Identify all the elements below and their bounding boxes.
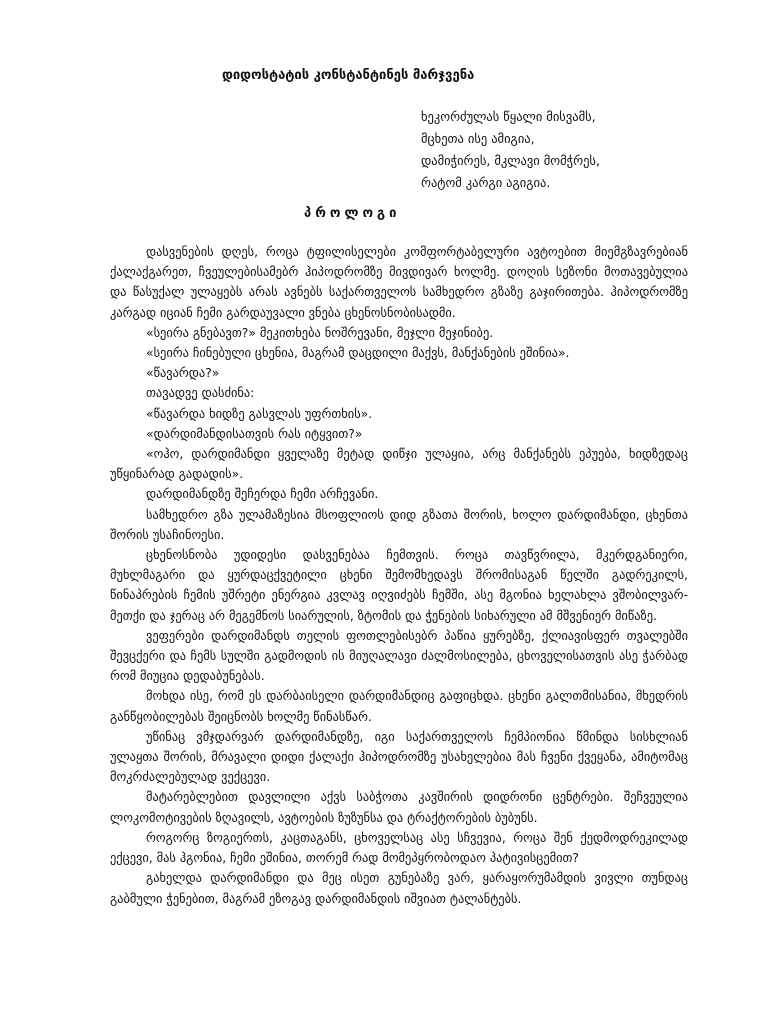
- paragraph: «წავარდა ხიდზე გასვლას უფრთხის».: [146, 405, 373, 421]
- paragraph: თავადვე დასძინა:: [146, 385, 255, 401]
- paragraph: «ოჰო, დარდიმანდი ყველაზე მეტად დიწჯი ულაყია, არც მანქანებს ეპუება, ხიდზედაც უწყინარად გადადის».: [110, 446, 688, 482]
- document-title: დიდოსტატის კონსტანტინეს მარჯვენა: [222, 68, 475, 83]
- epigraph: [421, 106, 600, 194]
- paragraph: დარდიმანდზე შეჩერდა ჩემი არჩევანი.: [146, 486, 379, 502]
- paragraph: მატარებლებით დავლილი აქვს საბჭოთა კავშირის დიდრონი ცენტრები. შეჩვეულია ლოკომოტივების ზღავილს, ავტოების ზუზუნსა და ტრაქტორების ბუბუნს.: [110, 789, 688, 825]
- section-title: პროლოგი: [304, 206, 401, 221]
- paragraph: ცხენოსნობა უდიდესი დასვენებაა ჩემთვის. როცა თავწვრილა, მკერდგანიერი, მუხლმაგარი და ყურდაცქვეტილი ცხენი შემომხედავს შრომისაგან წელში გადრეკილს, წინაპრების ჩემის უშრეტი ენერგია კვლავ იღვიძებს ჩემში, ასე მგონია ხელახლა ვშობილვარ-მეთქი და ჯერაც არ მეგემნოს სიარულის, ზტომის და ჭენების სიხარული ამ მშვენიერ მიწაზე.: [110, 547, 688, 623]
- paragraph: «სეირა ჩინებული ცხენია, მაგრამ დაცდილი მაქვს, მანქანების ეშინია».: [146, 345, 570, 361]
- paragraph: მოხდა ისე, რომ ეს დარბაისელი დარდიმანდიც გაფიცხდა. ცხენი გალთმისანია, მხედრის განწყობილებას შეიცნობს ხოლმე წინასწარ.: [110, 688, 688, 724]
- paragraph: როგორც ზოგიერთს, კაცთაგანს, ცხოველსაც ასე სჩვევია, როცა შენ ქედმოდრეკილად ექცევი, მას ჰგონია, ჩემი ეშინია, თორემ რად მომეპყრობოდაო პატივისცემით?: [110, 829, 688, 866]
- paragraph: «წავარდა?»: [146, 365, 220, 381]
- epigraph-line: ხეკორძულას წყალი მისვამს,: [421, 109, 596, 124]
- paragraph: ვეფერები დარდიმანდს თელის ფოთლებისებრ პაწია ყურებზე, ქლიავისფერ თვალებში შევცქერი და ჩემს სულში გადმოდის ის მიუღალავი ძალმოსილება, ცხოველისათვის ასე ჭარბად რომ მიუცია დედაბუნებას.: [110, 627, 688, 684]
- body-text: [110, 242, 688, 909]
- paragraph: «სეირა გნებავთ?» მეკითხება ნოშრევანი, მეჯლი მეჯინიბე.: [146, 324, 494, 340]
- paragraph: დასვენების დღეს, როცა ტფილისელები კომფორტაბელური ავტოებით მიემგზავრებიან ქალაქგარეთ, ჩვეულებისამებრ ჰიპოდრომზე მივდივარ ხოლმე. დოღის სეზონი მოთავებულია და წასუქალ ულაყებს არას ავნებს საქართველოს სამხედრო გზაზე გაჯირითება. ჰიპოდრომზე კარგად იციან ჩემი გარდაუვალი ვნება ცხენოსნობისადმი.: [110, 244, 688, 320]
- paragraph: სამხედრო გზა ულამაზესია მსოფლიოს დიდ გზათა შორის, ხოლო დარდიმანდი, ცხენთა შორის უსაჩინოესი.: [110, 506, 688, 542]
- paragraph: უწინაც ვმჯდარვარ დარდიმანდზე, იგი საქართველოს ჩემპიონია წმინდა სისხლიან ულაყთა შორის, მრავალი დიდი ქალაქი ჰიპოდრომზე უსახელებია მას ჩვენი ქვეყანა, ამიტომაც მოკრძალებულად ვექცევი.: [110, 728, 688, 785]
- epigraph-line: რატომ კარგი აგიგია.: [421, 175, 551, 190]
- paragraph: «დარდიმანდისათვის რას იტყვით?»: [146, 425, 363, 441]
- epigraph-line: დამიჭირეს, მკლავი მომჭრეს,: [421, 153, 600, 168]
- paragraph: გახელდა დარდიმანდი და მეც ისეთ გუნებაზე ვარ, ყარაყორუმამდის ვივლი თუნდაც გაბმული ჭენებით, მაგრამ ეზოგავ დარდიმანდის იშვიათ ტალანტებს.: [110, 870, 688, 906]
- epigraph-line: მცხეთა ისე ამიგია,: [421, 131, 535, 146]
